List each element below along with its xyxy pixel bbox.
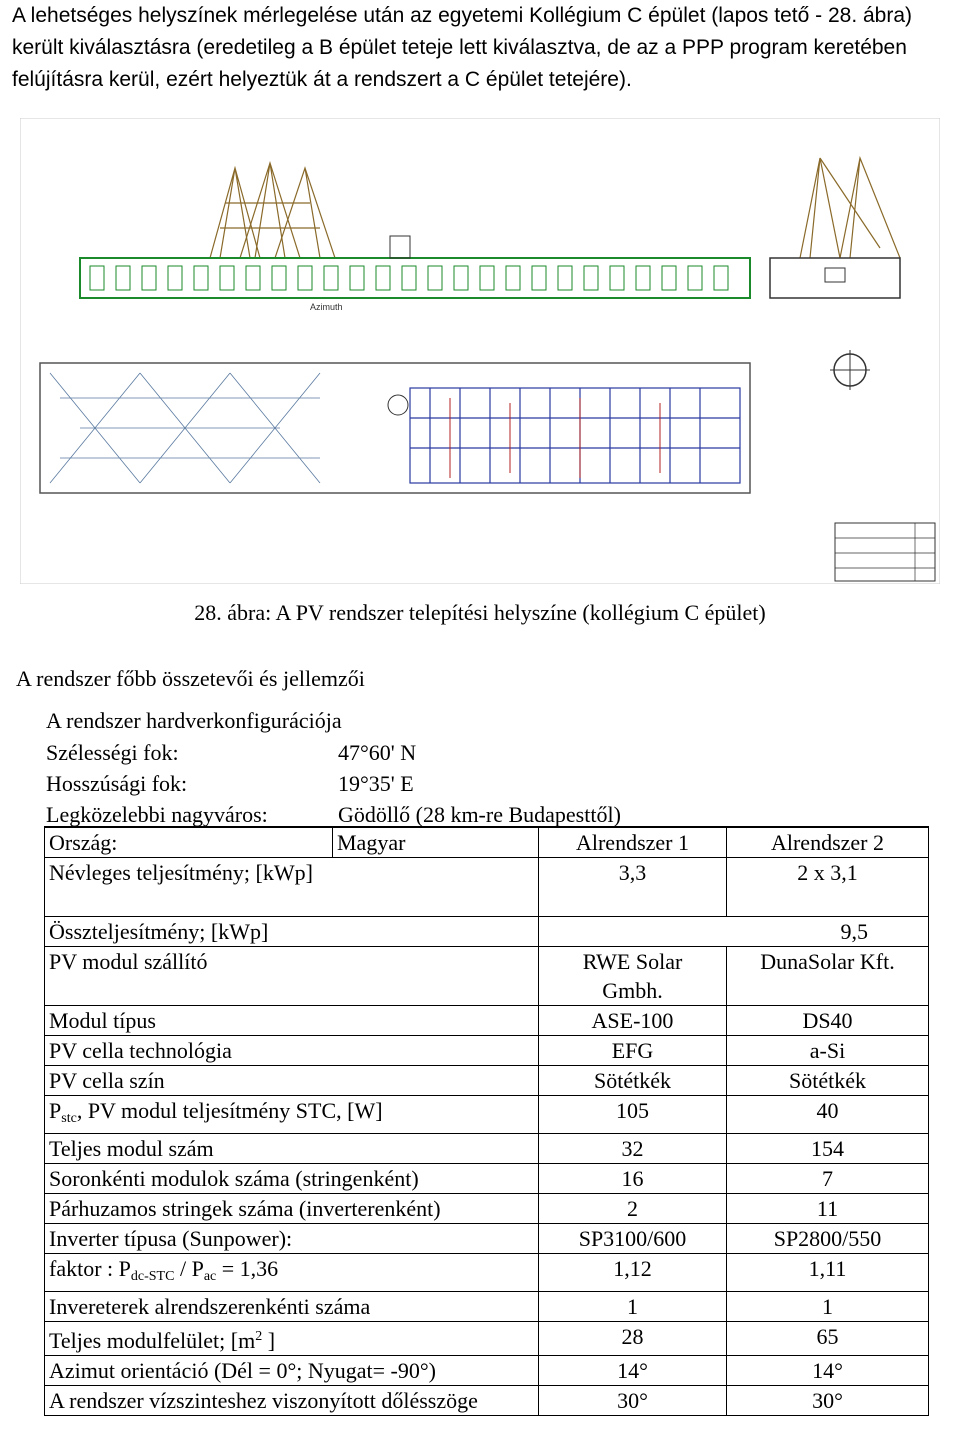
row-label xyxy=(45,1254,539,1292)
table-row xyxy=(45,947,929,1006)
section-heading: A rendszer főbb összetevői és jellemzői xyxy=(16,666,365,691)
row-value-1: SP3100/600 xyxy=(539,1224,727,1254)
row-label: PV cella technológia xyxy=(45,1036,539,1066)
label-rest: = 1,36 xyxy=(216,1256,279,1281)
label-subscript-2: ac xyxy=(203,1269,217,1284)
longitude-value: 19°35' E xyxy=(338,771,414,796)
table-row xyxy=(45,1006,929,1036)
table-row xyxy=(45,1224,929,1254)
subsystem-2-header: Alrendszer 2 xyxy=(727,827,929,858)
table-row xyxy=(45,1066,929,1096)
row-label: Soronkénti modulok száma (stringenként) xyxy=(45,1164,539,1194)
row-value-2: 65 xyxy=(727,1322,929,1356)
building-site-drawing xyxy=(20,118,940,584)
row-value-1: 28 xyxy=(539,1322,727,1356)
row-label: Inverter típusa (Sunpower): xyxy=(45,1224,539,1254)
country-value: Magyar xyxy=(333,827,539,858)
longitude-label: Hosszúsági fok: xyxy=(46,771,188,796)
table-row xyxy=(45,1096,929,1134)
subsystem-1-header: Alrendszer 1 xyxy=(539,827,727,858)
row-value-2: 40 xyxy=(727,1096,929,1134)
row-value-1: ASE-100 xyxy=(539,1006,727,1036)
row-label: Névleges teljesítmény; [kWp] xyxy=(45,858,539,917)
row-value-2: a-Si xyxy=(727,1036,929,1066)
latitude-label: Szélességi fok: xyxy=(46,740,179,765)
row-value-1: 1 xyxy=(539,1292,727,1322)
row-label: A rendszer vízszinteshez viszonyított dőlésszöge xyxy=(45,1386,539,1416)
label-subscript: dc-STC xyxy=(130,1269,175,1284)
row-value-2: 154 xyxy=(727,1134,929,1164)
label-subscript: stc xyxy=(61,1111,77,1126)
row-total: 9,5 xyxy=(539,917,929,947)
longitude-row xyxy=(46,771,414,797)
table-header-row xyxy=(45,827,929,858)
row-label: Invereterek alrendszerenkénti száma xyxy=(45,1292,539,1322)
spec-table xyxy=(44,826,929,1416)
latitude-row xyxy=(46,740,417,766)
row-value-1: RWE Solar Gmbh. xyxy=(539,947,727,1006)
table-row xyxy=(45,1036,929,1066)
latitude-value: 47°60' N xyxy=(338,740,417,765)
row-value-2: Sötétkék xyxy=(727,1066,929,1096)
row-value-1: 14° xyxy=(539,1356,727,1386)
row-value-2: SP2800/550 xyxy=(727,1224,929,1254)
row-value-2: DS40 xyxy=(727,1006,929,1036)
table-row xyxy=(45,1356,929,1386)
row-label: Összteljesítmény; [kWp] xyxy=(45,917,539,947)
table-row xyxy=(45,1386,929,1416)
city-value: Gödöllő (28 km-re Budapesttől) xyxy=(338,802,621,827)
city-label: Legközelebbi nagyváros: xyxy=(46,802,268,827)
hardware-title: A rendszer hardverkonfigurációja xyxy=(46,708,342,733)
table-row xyxy=(45,917,929,947)
row-value-2: 1,11 xyxy=(727,1254,929,1292)
row-value-2: DunaSolar Kft. xyxy=(727,947,929,1006)
row-label: Azimut orientáció (Dél = 0°; Nyugat= -90°) xyxy=(45,1356,539,1386)
row-value-1: 2 xyxy=(539,1194,727,1224)
row-value-2: 11 xyxy=(727,1194,929,1224)
table-row xyxy=(45,1164,929,1194)
table-row xyxy=(45,1292,929,1322)
row-value-2: 30° xyxy=(727,1386,929,1416)
row-label: Teljes modul szám xyxy=(45,1134,539,1164)
row-label xyxy=(45,1096,539,1134)
drawing-label: Azimuth xyxy=(310,302,343,312)
figure-caption: 28. ábra: A PV rendszer telepítési helyszíne (kollégium C épület) xyxy=(194,600,766,625)
intro-paragraph: A lehetséges helyszínek mérlegelése után az egyetemi Kollégium C épület (lapos tető - 28. ábra) került kiválasztásra (eredetileg a B épület teteje lett kiválasztva, de az a PPP program keretében felújításra kerül, ezért helyeztük át a rendszert a C épület tetejére). xyxy=(12,4,913,91)
label-superscript: 2 xyxy=(255,1329,263,1344)
row-value-1: 16 xyxy=(539,1164,727,1194)
label-rest: ] xyxy=(262,1328,276,1353)
row-value-1: EFG xyxy=(539,1036,727,1066)
label-mid: / P xyxy=(174,1256,204,1281)
label-prefix: P xyxy=(49,1098,62,1123)
table-row xyxy=(45,1254,929,1292)
table-row xyxy=(45,1134,929,1164)
row-value-2: 14° xyxy=(727,1356,929,1386)
label-prefix: Teljes modulfelület; [m xyxy=(49,1328,256,1353)
row-label: PV modul szállító xyxy=(45,947,539,1006)
row-value-2: 7 xyxy=(727,1164,929,1194)
label-prefix: faktor : P xyxy=(49,1256,131,1281)
row-value-1: 30° xyxy=(539,1386,727,1416)
row-value-2: 2 x 3,1 xyxy=(727,858,929,917)
row-label xyxy=(45,1322,539,1356)
row-value-1: 3,3 xyxy=(539,858,727,917)
row-value-2: 1 xyxy=(727,1292,929,1322)
table-row xyxy=(45,858,929,917)
city-row xyxy=(46,802,621,828)
row-value-1: 105 xyxy=(539,1096,727,1134)
row-label: PV cella szín xyxy=(45,1066,539,1096)
country-label: Ország: xyxy=(45,827,333,858)
table-row xyxy=(45,1194,929,1224)
row-value-1: 1,12 xyxy=(539,1254,727,1292)
table-row xyxy=(45,1322,929,1356)
row-label: Modul típus xyxy=(45,1006,539,1036)
row-value-1: Sötétkék xyxy=(539,1066,727,1096)
row-label: Párhuzamos stringek száma (inverterenként) xyxy=(45,1194,539,1224)
label-rest: , PV modul teljesítmény STC, [W] xyxy=(76,1098,383,1123)
row-value-1: 32 xyxy=(539,1134,727,1164)
